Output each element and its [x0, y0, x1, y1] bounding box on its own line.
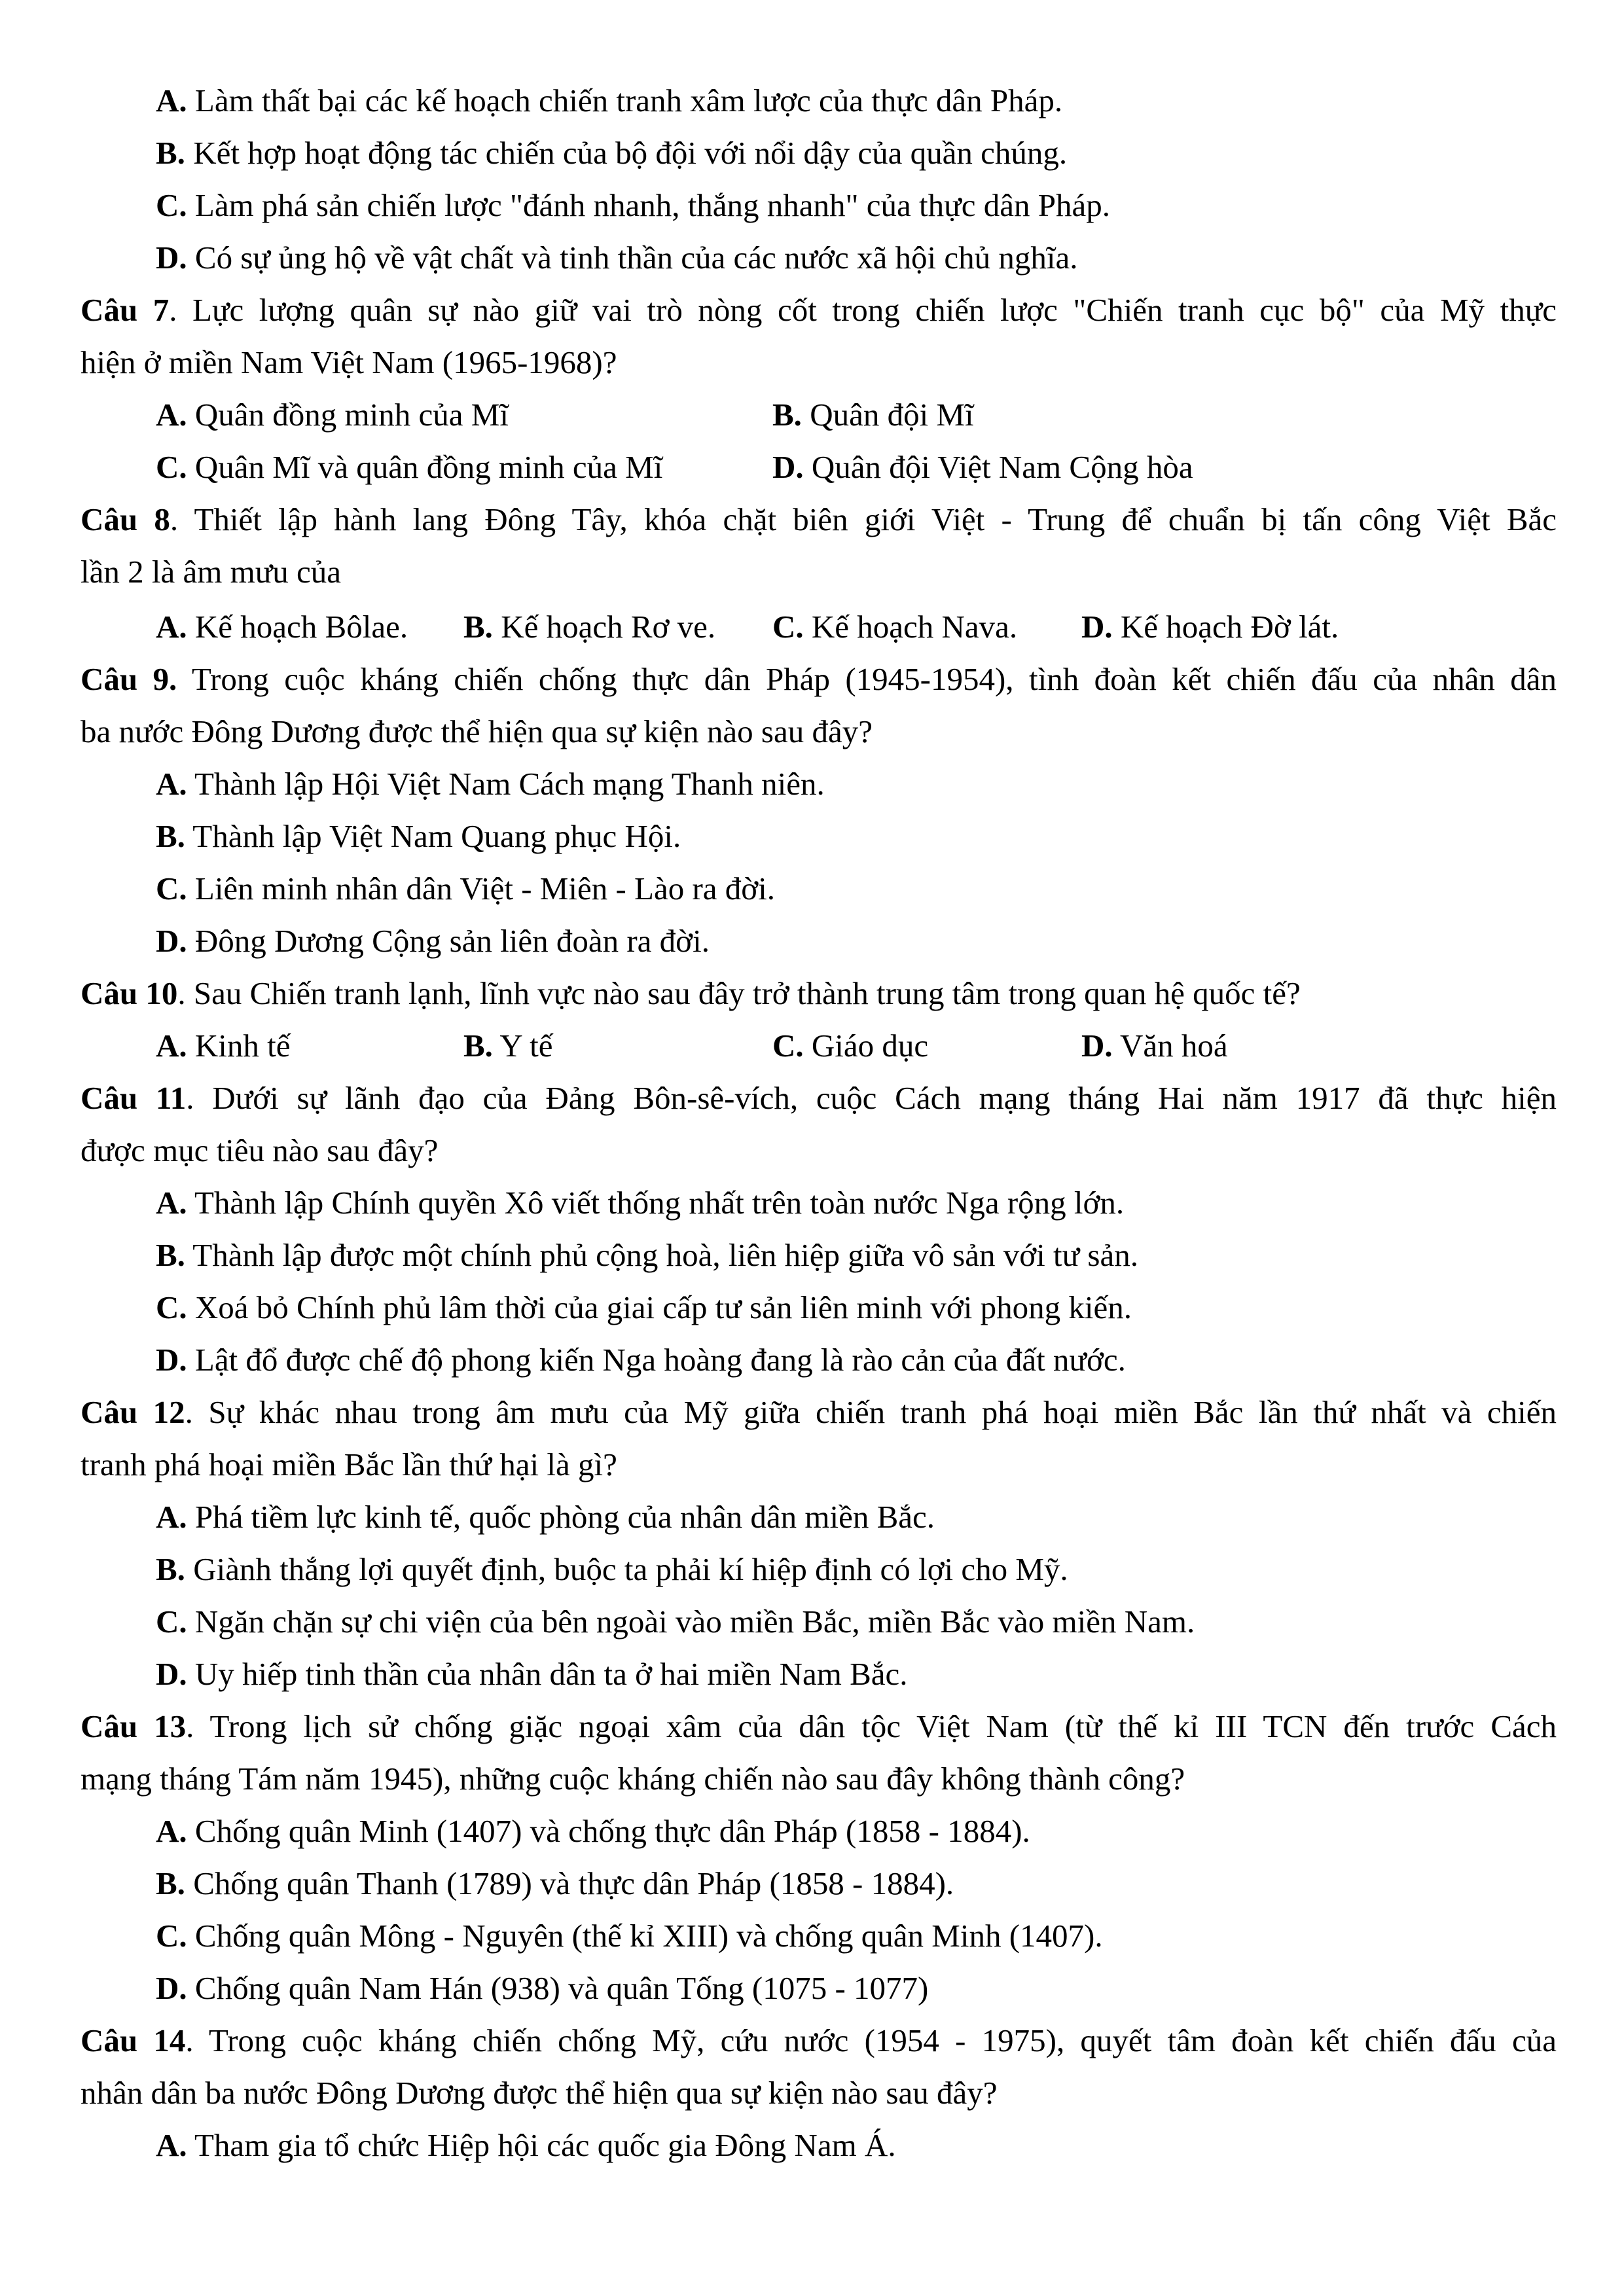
q10-stem: Câu 10. Sau Chiến tranh lạnh, lĩnh vực nào sau đây trở thành trung tâm trong quan hệ quốc tế?	[81, 975, 1301, 1011]
q8-option-d: D. Kế hoạch Đờ lát.	[1081, 609, 1339, 645]
q12-option-b: B. Giành thắng lợi quyết định, buộc ta phải kí hiệp định có lợi cho Mỹ.	[156, 1551, 1068, 1587]
q13-option-c: C. Chống quân Mông - Nguyên (thế kỉ XIII) và chống quân Minh (1407).	[156, 1918, 1103, 1954]
q9-stem-line1: Câu 9. Trong cuộc kháng chiến chống thực dân Pháp (1945-1954), tình đoàn kết chiến đấu của nhân dân	[81, 661, 1557, 697]
q9-stem-line2: ba nước Đông Dương được thể hiện qua sự kiện nào sau đây?	[81, 713, 873, 749]
q8-option-a: A. Kế hoạch Bôlae.	[156, 609, 408, 645]
q12-option-d: D. Uy hiếp tinh thần của nhân dân ta ở hai miền Nam Bắc.	[156, 1656, 908, 1692]
q13-option-b: B. Chống quân Thanh (1789) và thực dân Pháp (1858 - 1884).	[156, 1865, 954, 1901]
q10-option-a: A. Kinh tế	[156, 1028, 291, 1064]
q9-option-c: C. Liên minh nhân dân Việt - Miên - Lào ra đời.	[156, 870, 776, 906]
q7-option-d: D. Quân đội Việt Nam Cộng hòa	[772, 449, 1193, 485]
q10-option-d: D. Văn hoá	[1081, 1028, 1228, 1064]
q12-stem-line1: Câu 12. Sự khác nhau trong âm mưu của Mỹ giữa chiến tranh phá hoại miền Bắc lần thứ nhất và chiến	[81, 1394, 1557, 1430]
q10-option-c: C. Giáo dục	[772, 1028, 929, 1064]
q9-option-b: B. Thành lập Việt Nam Quang phục Hội.	[156, 818, 681, 854]
q12-stem-line2: tranh phá hoại miền Bắc lần thứ hại là gì?	[81, 1446, 617, 1482]
q8-stem-line1: Câu 8. Thiết lập hành lang Đông Tây, khóa chặt biên giới Việt - Trung để chuẩn bị tấn công Việt Bắc	[81, 501, 1557, 537]
q14-stem-line2: nhân dân ba nước Đông Dương được thể hiện qua sự kiện nào sau đây?	[81, 2075, 998, 2111]
q11-stem-line2: được mục tiêu nào sau đây?	[81, 1132, 439, 1168]
q6-option-d: D. Có sự ủng hộ về vật chất và tinh thần của các nước xã hội chủ nghĩa.	[156, 240, 1078, 276]
q8-option-b: B. Kế hoạch Rơ ve.	[463, 609, 716, 645]
q6-option-c: C. Làm phá sản chiến lược "đánh nhanh, thắng nhanh" của thực dân Pháp.	[156, 187, 1110, 223]
q9-option-a: A. Thành lập Hội Việt Nam Cách mạng Thanh niên.	[156, 766, 825, 802]
q11-option-b: B. Thành lập được một chính phủ cộng hoà, liên hiệp giữa vô sản với tư sản.	[156, 1237, 1138, 1273]
q8-option-c: C. Kế hoạch Nava.	[772, 609, 1018, 645]
q6-option-b: B. Kết hợp hoạt động tác chiến của bộ đội với nổi dậy của quần chúng.	[156, 135, 1068, 171]
q12-option-c: C. Ngăn chặn sự chi viện của bên ngoài vào miền Bắc, miền Bắc vào miền Nam.	[156, 1604, 1195, 1640]
q7-stem-line1: Câu 7. Lực lượng quân sự nào giữ vai trò nòng cốt trong chiến lược "Chiến tranh cục bộ" của Mỹ thực	[81, 292, 1557, 328]
q7-option-b: B. Quân đội Mĩ	[772, 397, 974, 433]
q7-stem-line2: hiện ở miền Nam Việt Nam (1965-1968)?	[81, 344, 617, 380]
q13-stem-line1: Câu 13. Trong lịch sử chống giặc ngoại xâm của dân tộc Việt Nam (từ thế kỉ III TCN đến trước Cách	[81, 1708, 1557, 1744]
q11-stem-line1: Câu 11. Dưới sự lãnh đạo của Đảng Bôn-sê-vích, cuộc Cách mạng tháng Hai năm 1917 đã thực hiện	[81, 1080, 1557, 1116]
q13-stem-line2: mạng tháng Tám năm 1945), những cuộc kháng chiến nào sau đây không thành công?	[81, 1761, 1185, 1797]
q13-option-a: A. Chống quân Minh (1407) và chống thực dân Pháp (1858 - 1884).	[156, 1813, 1030, 1849]
q8-stem-line2: lần 2 là âm mưu của	[81, 554, 342, 590]
q12-option-a: A. Phá tiềm lực kinh tế, quốc phòng của nhân dân miền Bắc.	[156, 1499, 935, 1535]
q7-option-c: C. Quân Mĩ và quân đồng minh của Mĩ	[156, 449, 663, 485]
q14-option-a: A. Tham gia tổ chức Hiệp hội các quốc gia Đông Nam Á.	[156, 2127, 896, 2163]
q11-option-c: C. Xoá bỏ Chính phủ lâm thời của giai cấp tư sản liên minh với phong kiến.	[156, 1289, 1132, 1325]
q10-option-b: B. Y tế	[463, 1028, 553, 1064]
q6-option-a: A. Làm thất bại các kế hoạch chiến tranh xâm lược của thực dân Pháp.	[156, 82, 1063, 118]
q7-option-a: A. Quân đồng minh của Mĩ	[156, 397, 509, 433]
q11-option-a: A. Thành lập Chính quyền Xô viết thống nhất trên toàn nước Nga rộng lớn.	[156, 1185, 1125, 1221]
q9-option-d: D. Đông Dương Cộng sản liên đoàn ra đời.	[156, 923, 710, 959]
q14-stem-line1: Câu 14. Trong cuộc kháng chiến chống Mỹ, cứu nước (1954 - 1975), quyết tâm đoàn kết chiến đấu của	[81, 2022, 1557, 2058]
q13-option-d: D. Chống quân Nam Hán (938) và quân Tống (1075 - 1077)	[156, 1970, 929, 2006]
q11-option-d: D. Lật đổ được chế độ phong kiến Nga hoàng đang là rào cản của đất nước.	[156, 1342, 1126, 1378]
